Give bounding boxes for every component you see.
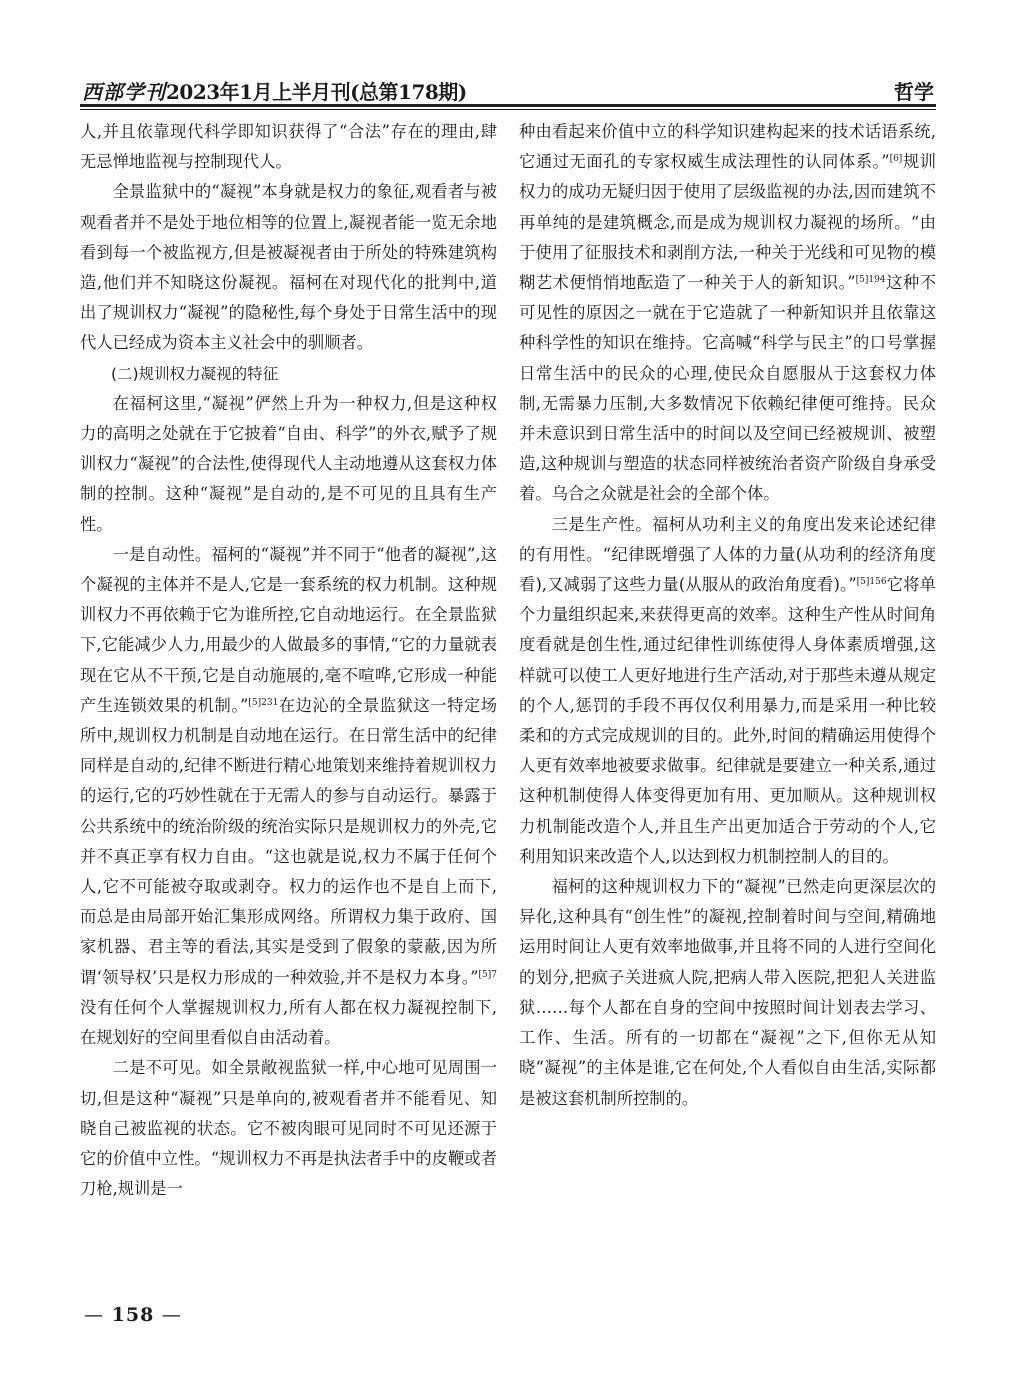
text-run: 它将单个力量组织起来,来获得更高的效率。这种生产性从时间角度看就是创生性,通过纪律性训练使得人身体素质增强,这样就可以使工人更好地进行生产活动,对于那些未遵从规定的个人,惩罚的手段不再仅仅利用暴力,而是采用一种比较柔和的方式完成规训的目的。此外,时间的精确运用使得个人更有效率地被要求做事。纪律就是要建立一种关系,通过这种机制使得人体变得更加有用、更加顺从。这种规训权力机制能改造个人,并且生产出更加适合于劳动的个人,它利用知识来改造个人,以达到权力机制控制人的目的。 — [519, 575, 936, 866]
paragraph: 福柯的这种规训权力下的“凝视”已然走向更深层次的异化,这种具有“创生性”的凝视,控制着时间与空间,精确地运用时间让人更有效率地做事,并且将不同的人进行空间化的划分,把疯子关进疯人院,把病人带入医院,把犯人关进监狱……每个人都在自身的空间中按照时间计划表去学习、工作、生活。所有的一切都在“凝视”之下,但你无从知晓“凝视”的主体是谁,它在何处,个人看似自由生活,实际都是被这套机制所控制的。 — [519, 877, 936, 1108]
paragraph-continued — [519, 117, 936, 510]
text-run: 规训权力的成功无疑归因于使用了层级监视的办法,因而建筑不再单纯的是建筑概念,而是成为规训权力凝视的场所。“由于使用了征服技术和剥削方法,一种关于光线和可见物的模糊艺术便悄悄地酝造了一种关于人的新知识。” — [519, 152, 936, 293]
paragraph: 全景监狱中的“凝视”本身就是权力的象征,观看者与被观看者并不是处于地位相等的位置上,凝视者能一览无余地看到每一个被监视方,但是被凝视者由于所处的特殊建筑构造,他们并不知晓这份凝视。福柯在对现代化的批判中,道出了规训权力“凝视”的隐秘性,每个身处于日常生活中的现代人已经成为资本主义社会中的驯顺者。 — [80, 182, 497, 353]
left-column — [80, 117, 497, 1204]
issue-info: 2023年1月上半月刊(总第178期) — [166, 80, 467, 104]
text-run: 种由看起来价值中立的科学知识建构起来的技术话语系统,它通过无面孔的专家权威生成法理性的认同体系。” — [519, 122, 936, 172]
running-header — [80, 76, 936, 104]
paragraph — [519, 510, 936, 872]
page-number: 158 — [111, 1304, 155, 1326]
citation-reference: [5]194 — [855, 275, 886, 286]
text-run: 没有任何个人掌握规训权力,所有人都在权力凝视控制下,在规划好的空间里看似自由活动着。 — [80, 997, 497, 1048]
citation-reference: [5]7 — [478, 969, 497, 980]
journal-masthead: 西部学刊 — [82, 80, 166, 104]
page-footer — [84, 1304, 182, 1326]
text-run: 一是自动性。福柯的“凝视”并不同于“他者的凝视”,这个凝视的主体并不是人,它是一套系统的权力机制。这种规训权力不再依赖于它为谁所控,它自动地运行。在全景监狱下,它能减少人力,用最少的人做最多的事情,“它的力量就表现在它从不干预,它是自动施展的,毫不喧哗,它形成一种能产生连锁效果的机制。” — [80, 544, 497, 715]
footer-dash-left: — — [84, 1304, 104, 1326]
footer-dash-right: — — [161, 1304, 182, 1326]
header-rule-thin — [80, 109, 936, 110]
journal-issue-line — [82, 76, 467, 105]
right-column — [519, 117, 936, 1114]
paragraph: 在福柯这里,“凝视”俨然上升为一种权力,但是这种权力的高明之处就在于它披着“自由、科学”的外衣,赋予了规训权力“凝视”的合法性,使得现代人主动地遵从这套权力体制的控制。这种“凝视”是自动的,是不可见的且具有生产性。 — [80, 393, 497, 534]
citation-reference: [6] — [889, 154, 903, 165]
citation-reference: [5]231 — [248, 697, 279, 708]
header-rule — [80, 104, 936, 107]
text-run: 这种不可见性的原因之一就在于它造就了一种新知识并且依靠这种科学性的知识在维持。它高喊“科学与民主”的口号掌握日常生活中的民众的心理,使民众自愿服从于这套权力体制,无需暴力压制,大多数情况下依赖纪律便可维持。民众并未意识到日常生活中的时间以及空间已经被规训、被塑造,这种规训与塑造的状态同样被统治者资产阶级自身承受着。乌合之众就是社会的全部个体。 — [519, 273, 936, 504]
section-label: 哲学 — [894, 80, 934, 104]
paragraph — [80, 540, 497, 1053]
citation-reference: [5]156 — [856, 577, 887, 588]
paragraph-continued: 人,并且依靠现代科学即知识获得了“合法”存在的理由,肆无忌惮地监视与控制现代人。 — [80, 122, 497, 172]
text-run: 在边沁的全景监狱这一特定场所中,规训权力机制是自动地在运行。在日常生活中的纪律同样是自动的,纪律不断进行精心地策划来维持着规训权力的运行,它的巧妙性就在于无需人的参与自动运行。暴露于公共系统中的统治阶级的统治实际只是规训权力的外壳,它并不真正享有权力自由。“这也就是说,权力不属于任何个人,它不可能被夺取或剥夺。权力的运作也不是自上而下,而总是由局部开始汇集形成网络。所谓权力集于政府、国家机器、君主等的看法,其实是受到了假象的蒙蔽,因为所谓‘领导权’只是权力形成的一种效验,并不是权力本身。” — [80, 695, 497, 987]
text-run: 三是生产性。福柯从功利主义的角度出发来论述纪律的有用性。“纪律既增强了人体的力量(从功利的经济角度看),又减弱了这些力量(从服从的政治角度看)。” — [519, 514, 936, 595]
section-subheading: (二)规训权力凝视的特征 — [111, 364, 279, 383]
paragraph: 二是不可见。如全景敞视监狱一样,中心地可见周围一切,但是这种“凝视”只是单向的,被观看者并不能看见、知晓自己被监视的状态。它不被肉眼可见同时不可见还源于它的价值中立性。“规训权力不再是执法者手中的皮鞭或者刀枪,规训是一 — [80, 1058, 497, 1199]
